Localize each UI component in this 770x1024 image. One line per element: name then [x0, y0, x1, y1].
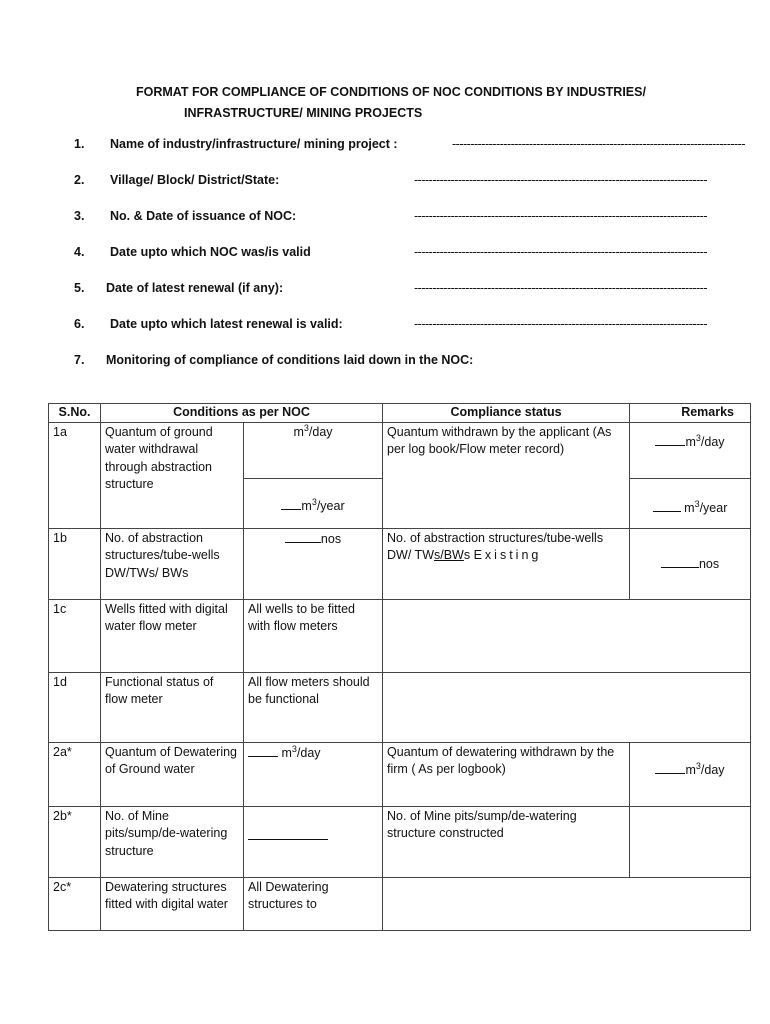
item-number: 4.: [74, 245, 85, 259]
quantum-dewater-cell[interactable]: [244, 742, 383, 806]
unit-text: /day: [296, 745, 321, 760]
status-cell-empty[interactable]: [383, 672, 751, 742]
title-line-1: FORMAT FOR COMPLIANCE OF CONDITIONS OF NOC CONDITIONS BY INDUSTRIES/: [136, 85, 646, 99]
table-row: [49, 806, 751, 877]
item-number: 7.: [74, 353, 85, 367]
sno-cell: 2c*: [49, 877, 101, 930]
status-text: No. of abstraction structures/tube-wells DW/ TW: [387, 530, 604, 562]
superscript: 3: [303, 422, 309, 433]
fill-in-line[interactable]: --------------------------------------------------------------------------------: [414, 317, 708, 331]
condition-cell: Quantum of ground water withdrawal through abstraction structure: [101, 422, 244, 528]
value-cell: All flow meters should be functional: [244, 672, 383, 742]
unit-text: /day: [700, 762, 725, 777]
condition-cell: No. of abstraction structures/tube-wells DW/TWs/ BWs: [101, 528, 244, 599]
sno-cell: 1d: [49, 672, 101, 742]
item-label: Monitoring of compliance of conditions laid down in the NOC:: [106, 353, 474, 367]
remarks-dewater-cell[interactable]: [630, 742, 751, 806]
table-row: [49, 422, 751, 478]
table-header-row: [49, 404, 751, 423]
nos-cell[interactable]: [244, 528, 383, 599]
sno-cell: 2a*: [49, 742, 101, 806]
remarks-year-cell[interactable]: [630, 478, 751, 528]
status-cell: [383, 528, 630, 599]
blank-line[interactable]: [655, 761, 685, 774]
fill-in-line[interactable]: --------------------------------------------------------------------------------: [452, 137, 746, 151]
superscript: 3: [695, 760, 701, 771]
condition-cell: Wells fitted with digital water flow meter: [101, 599, 244, 672]
blank-line[interactable]: [285, 530, 321, 543]
table-row: [49, 528, 751, 599]
header-remarks: Remarks: [630, 404, 751, 423]
superscript: 3: [291, 743, 297, 754]
item-number: 5.: [74, 281, 85, 295]
status-text: Existing: [473, 548, 542, 562]
unit-text: /year: [316, 498, 345, 513]
table-row: [49, 672, 751, 742]
item-label: Village/ Block/ District/State:: [110, 173, 280, 187]
blank-line[interactable]: [661, 555, 699, 568]
unit-text: m: [301, 498, 312, 513]
status-cell: No. of Mine pits/sump/de-watering structure constructed: [383, 806, 630, 877]
superscript: 3: [311, 496, 317, 507]
header-conditions: Conditions as per NOC: [101, 404, 383, 423]
quantum-day-cell[interactable]: [244, 422, 383, 478]
blank-line[interactable]: [653, 499, 681, 512]
item-3: [0, 207, 770, 225]
sno-cell: 2b*: [49, 806, 101, 877]
status-text: s: [463, 548, 471, 562]
sno-cell: 1a: [49, 422, 101, 528]
item-5: [0, 279, 770, 297]
item-number: 2.: [74, 173, 85, 187]
form-title: [0, 82, 770, 124]
sno-cell: 1b: [49, 528, 101, 599]
item-number: 1.: [74, 137, 85, 151]
blank-line[interactable]: [281, 497, 301, 510]
item-number: 3.: [74, 209, 85, 223]
item-label: No. & Date of issuance of NOC:: [110, 209, 297, 223]
unit-text: m: [281, 745, 292, 760]
item-label: Date upto which NOC was/is valid: [110, 245, 311, 259]
superscript: 3: [694, 498, 700, 509]
pits-count-cell[interactable]: [244, 806, 383, 877]
remarks-day-cell[interactable]: [630, 422, 751, 478]
unit-text: m: [685, 762, 696, 777]
item-4: [0, 243, 770, 261]
blank-line[interactable]: [248, 827, 328, 840]
fill-in-line[interactable]: --------------------------------------------------------------------------------: [414, 173, 708, 187]
item-label: Name of industry/infrastructure/ mining project :: [110, 137, 398, 151]
status-cell: Quantum of dewatering withdrawn by the firm ( As per logbook): [383, 742, 630, 806]
value-cell: All wells to be fitted with flow meters: [244, 599, 383, 672]
condition-cell: Quantum of Dewatering of Ground water: [101, 742, 244, 806]
unit-text: nos: [320, 531, 342, 546]
item-7: [0, 351, 770, 369]
table-row: [49, 599, 751, 672]
condition-cell: No. of Mine pits/sump/de-watering structure: [101, 806, 244, 877]
unit-text: /day: [700, 434, 725, 449]
sno-cell: 1c: [49, 599, 101, 672]
quantum-year-cell[interactable]: [244, 478, 383, 528]
title-line-2: INFRASTRUCTURE/ MINING PROJECTS: [184, 106, 423, 120]
status-cell-empty[interactable]: [383, 599, 751, 672]
remarks-cell-empty[interactable]: [630, 806, 751, 877]
fill-in-line[interactable]: --------------------------------------------------------------------------------: [414, 245, 708, 259]
unit-text: m: [684, 500, 695, 515]
unit-text: nos: [698, 556, 720, 571]
unit-text: m: [685, 434, 696, 449]
status-cell: Quantum withdrawn by the applicant (As per log book/Flow meter record): [383, 422, 630, 528]
table-row: [49, 742, 751, 806]
remarks-nos-cell[interactable]: [630, 528, 751, 599]
item-label: Date of latest renewal (if any):: [106, 281, 284, 295]
item-1: [0, 135, 770, 153]
status-cell-empty[interactable]: [383, 877, 751, 930]
value-cell: All Dewatering structures to: [244, 877, 383, 930]
table-row: [49, 877, 751, 930]
compliance-table: [48, 403, 751, 931]
blank-line[interactable]: [248, 744, 278, 757]
header-compliance: Compliance status: [383, 404, 630, 423]
item-label: Date upto which latest renewal is valid:: [110, 317, 343, 331]
item-number: 6.: [74, 317, 85, 331]
superscript: 3: [695, 432, 701, 443]
item-2: [0, 171, 770, 189]
fill-in-line[interactable]: --------------------------------------------------------------------------------: [414, 281, 708, 295]
unit-text: m: [293, 424, 304, 439]
unit-text: /year: [699, 500, 728, 515]
status-text: s/BW: [434, 548, 464, 562]
header-sno: S.No.: [49, 404, 101, 423]
blank-line[interactable]: [655, 433, 685, 446]
fill-in-line[interactable]: --------------------------------------------------------------------------------: [414, 209, 708, 223]
unit-text: /day: [308, 424, 333, 439]
item-6: [0, 315, 770, 333]
condition-cell: Dewatering structures fitted with digital water: [101, 877, 244, 930]
condition-cell: Functional status of flow meter: [101, 672, 244, 742]
